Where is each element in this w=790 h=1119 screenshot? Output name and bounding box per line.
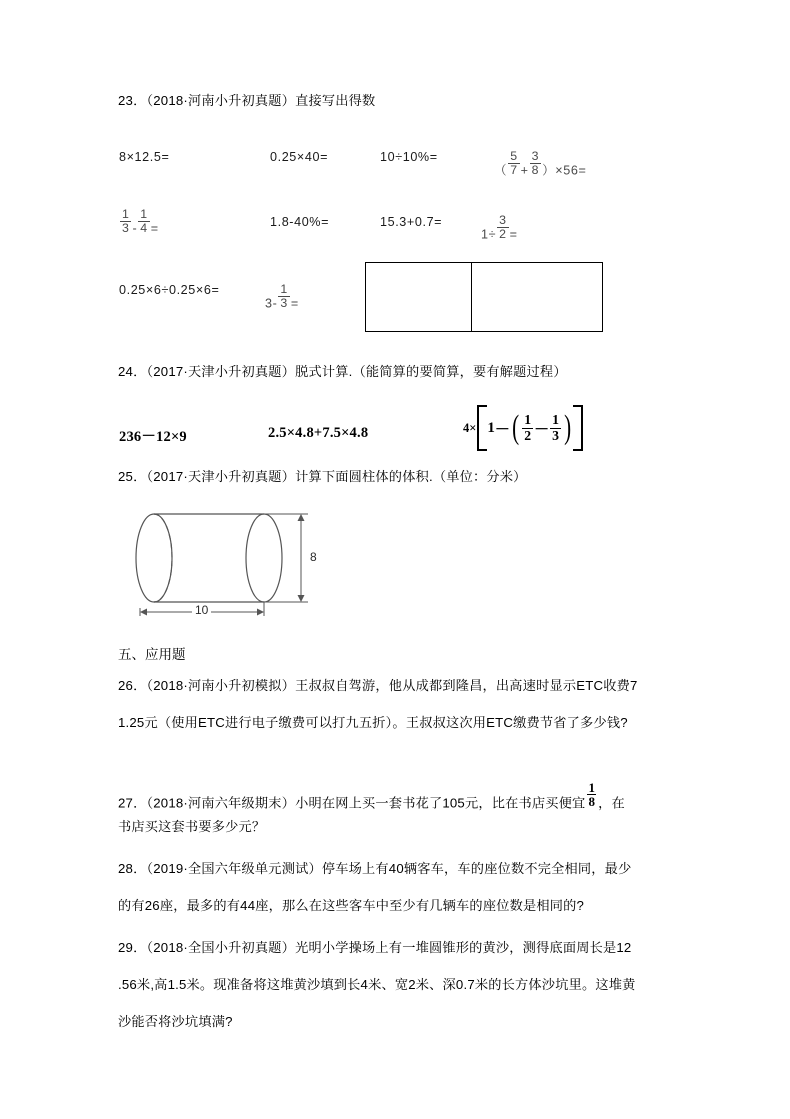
question-26-source: （2018·河南小升初模拟） — [146, 678, 296, 693]
minus-operator: － — [534, 421, 550, 438]
question-27-text-tail: ，在 — [598, 795, 625, 811]
question-26-line-2 — [118, 714, 628, 732]
question-23-heading — [118, 92, 375, 110]
question-27-text: 小明在网上买一套书花了105元，比在书店买便宜 — [295, 795, 586, 811]
bracket-open — [477, 405, 487, 451]
question-29-text: 沙能否将沙坑填满? — [118, 1014, 233, 1029]
expression-text: 15.3+0.7= — [380, 215, 443, 229]
question-29-text: .56米,高1.5米。现准备将这堆黄沙填到长4米、宽2米、深0.7米的长方体沙坑里。这堆黄 — [118, 977, 636, 992]
question-29-source: （2018·全国小升初真题） — [146, 940, 296, 955]
question-26-number: 26． — [118, 678, 147, 693]
question-25-number: 25． — [118, 469, 147, 484]
q24-expression-1 — [119, 425, 187, 446]
question-24-heading — [118, 363, 567, 381]
cylinder-length-label: 10 — [192, 603, 211, 617]
fraction-1-8: $\frac{1}{8}$ — [588, 780, 596, 809]
paren-open: （ — [494, 163, 508, 178]
plus-operator: + — [520, 163, 529, 178]
question-28-text: 的有26座，最多的有44座，那么在这些客车中至少有几辆车的座位数是相同的? — [118, 898, 585, 913]
bracket-close — [573, 405, 583, 451]
answer-table — [365, 262, 603, 332]
question-29-text: 光明小学操场上有一堆圆锥形的黄沙，测得底面周长是12 — [295, 940, 632, 955]
q23-row1-item3 — [380, 150, 438, 164]
paren-open: ( — [512, 409, 520, 447]
question-28-text: 停车场上有40辆客车，车的座位数不完全相同，最少 — [321, 861, 632, 876]
question-25-prompt: 计算下面圆柱体的体积.（单位：分米） — [295, 469, 527, 484]
question-26-line-1 — [118, 677, 638, 695]
expression-tail: ）×56= — [542, 163, 587, 178]
expression-text: 2.5×4.8+7.5×4.8 — [268, 425, 369, 441]
fraction-1-2: $\frac{1}{2}$ — [524, 412, 532, 443]
question-28-source: （2019·全国六年级单元测试） — [146, 861, 322, 876]
fraction-5-7: $\frac{5}{7}$ — [510, 149, 518, 177]
q23-row3-item1 — [119, 283, 219, 297]
cylinder-svg — [112, 498, 332, 628]
minus-operator: - — [132, 221, 138, 236]
fraction-1-3: $\frac{1}{3}$ — [280, 282, 288, 310]
question-27-source: （2018·河南六年级期末） — [146, 795, 296, 811]
expression-text: 0.25×40= — [270, 150, 329, 164]
q23-row2-item2 — [270, 215, 329, 229]
expression-lead: 3- — [265, 296, 278, 311]
question-25-heading — [118, 468, 527, 486]
question-28-line-2 — [118, 897, 584, 915]
question-25-source: （2017·天津小升初真题） — [146, 469, 296, 484]
question-27-number: 27． — [118, 795, 147, 811]
expression-text: 236－12×9 — [119, 429, 187, 445]
paren-close: ) — [564, 409, 572, 447]
question-27-line-2 — [118, 818, 265, 836]
fraction-1-4: $\frac{1}{4}$ — [140, 207, 148, 235]
fraction-3-8: $\frac{3}{8}$ — [531, 149, 540, 177]
question-27-line-1 — [118, 781, 625, 812]
question-23-prompt: 直接写出得数 — [295, 93, 376, 108]
section-heading-5: 五、应用题 — [118, 647, 186, 662]
question-24-prompt: 脱式计算.（能简算的要简算，要有解题过程） — [295, 364, 567, 379]
question-29-number: 29． — [118, 940, 147, 955]
q24-expression-3 — [463, 405, 583, 451]
expression-lead: 1÷ — [481, 227, 497, 242]
question-24-source: （2017·天津小升初真题） — [146, 364, 296, 379]
fraction-1-3: $\frac{1}{3}$ — [122, 207, 130, 235]
q23-row2-item4 — [481, 214, 518, 241]
equals-sign: = — [509, 227, 518, 242]
question-29-line-1 — [118, 939, 631, 957]
fraction-1-3: $\frac{1}{3}$ — [552, 412, 559, 443]
equals-sign: = — [290, 296, 299, 311]
q23-row1-item1 — [119, 150, 169, 164]
question-29-line-2 — [118, 976, 636, 994]
question-29-line-3 — [118, 1013, 233, 1031]
q24-expression-2 — [268, 425, 368, 442]
cylinder-figure — [112, 498, 332, 628]
expression-text: 8×12.5= — [119, 150, 170, 164]
expression-lead: 4× — [463, 420, 477, 435]
expression-text: 1.8-40%= — [270, 215, 330, 229]
q23-row2-item1 — [119, 208, 159, 235]
q23-row3-item2 — [265, 283, 299, 310]
expression-text: 0.25×6÷0.25×6= — [119, 283, 220, 297]
question-26-text: 王叔叔自驾游，他从成都到隆昌，出高速时显示ETC收费7 — [295, 678, 638, 693]
question-24-number: 24． — [118, 364, 147, 379]
question-28-line-1 — [118, 860, 631, 878]
answer-table-cell[interactable] — [366, 263, 472, 331]
question-26-text: 1.25元（使用ETC进行电子缴费可以打九五折）。王叔叔这次用ETC缴费节省了多少钱? — [118, 715, 628, 730]
cylinder-height-label: 8 — [310, 550, 317, 564]
question-23-number: 23． — [118, 93, 147, 108]
answer-table-cell[interactable] — [472, 263, 602, 331]
operand-one: 1 — [487, 419, 495, 436]
q23-row1-item2 — [270, 150, 328, 164]
equals-sign: = — [150, 221, 159, 236]
q23-row1-item4 — [494, 150, 586, 178]
expression-text: 10÷10%= — [380, 150, 438, 164]
fraction-3-2: $\frac{3}{2}$ — [499, 213, 507, 241]
question-27-text: 书店买这套书要多少元？ — [118, 819, 266, 834]
minus-operator: － — [494, 421, 510, 438]
question-28-number: 28． — [118, 861, 147, 876]
q23-row2-item3 — [380, 215, 442, 229]
question-23-source: （2018·河南小升初真题） — [146, 93, 296, 108]
